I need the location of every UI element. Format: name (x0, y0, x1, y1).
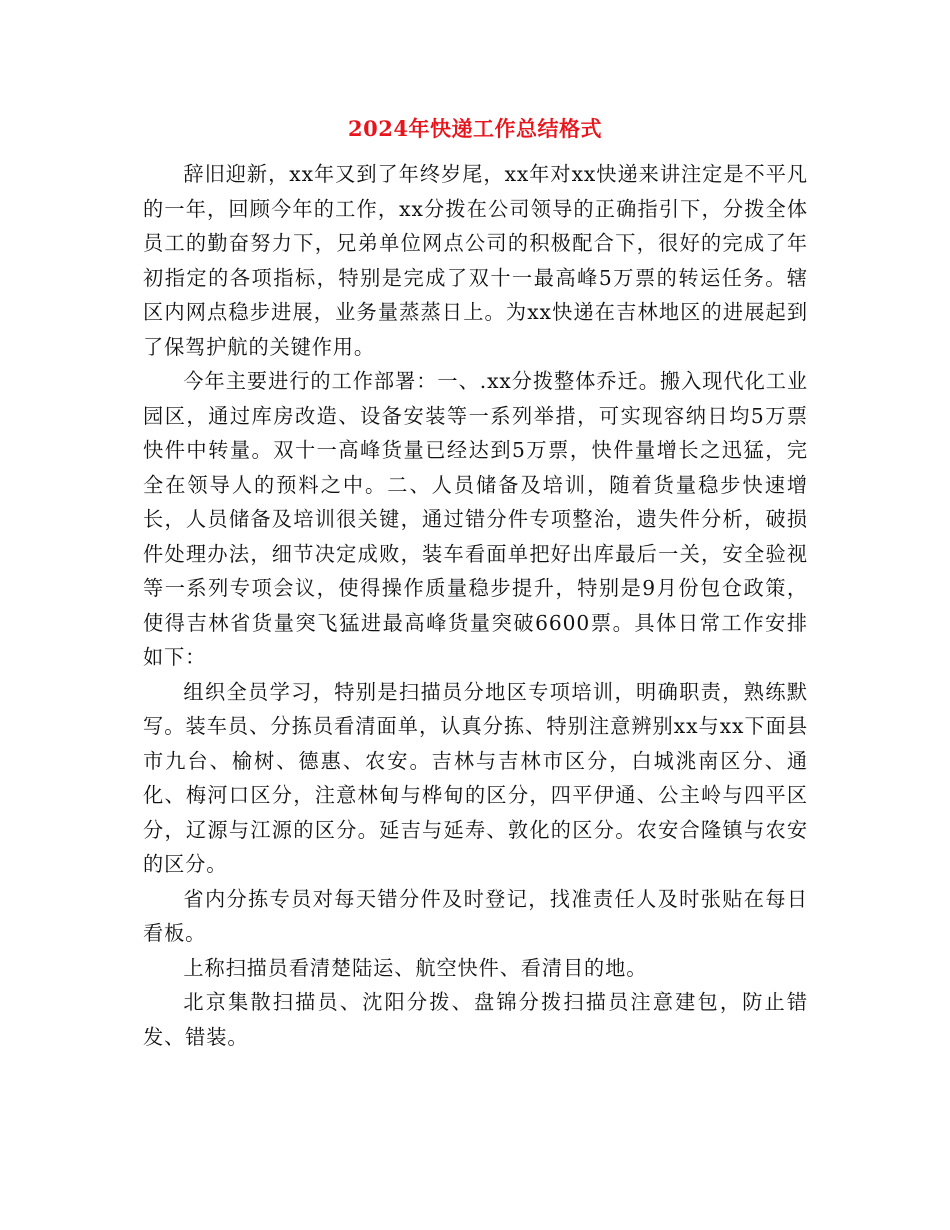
paragraph-5: 上称扫描员看清楚陆运、航空快件、看清目的地。 (183, 955, 648, 980)
document-body (143, 157, 808, 1054)
paragraph-3: 组织全员学习，特别是扫描员分地区专项培训，明确职责，熟练默写。装车员、分拣员看清面单，认真分拣、特别注意辨别xx与xx下面县市九台、榆树、德惠、农安。吉林与吉林市区分，白城洮南区分、通化、梅河口区分，注意林甸与桦甸的区分，四平伊通、公主岭与四平区分，辽源与江源的区分。延吉与延寿、敦化的区分。农安合隆镇与农安的区分。 (143, 679, 808, 876)
document-title: 2024年快递工作总结格式 (348, 116, 602, 141)
paragraph-2: 今年主要进行的工作部署：一、.xx分拨整体乔迁。搬入现代化工业园区，通过库房改造、设备安装等一系列举措，可实现容纳日均5万票快件中转量。双十一高峰货量已经达到5万票，快件量增长之迅猛，完全在领导人的预料之中。二、人员储备及培训，随着货量稳步快速增长，人员储备及培训很关键，通过错分件专项整治，遗失件分析，破损件处理办法，细节决定成败，装车看面单把好出库最后一关，安全验视等一系列专项会议，使得操作质量稳步提升，特别是9月份包仓政策，使得吉林省货量突飞猛进最高峰货量突破6600票。具体日常工作安排如下： (143, 369, 808, 669)
paragraph-6: 北京集散扫描员、沈阳分拨、盘锦分拨扫描员注意建包，防止错发、错装。 (143, 990, 808, 1049)
paragraph-4: 省内分拣专员对每天错分件及时登记，找准责任人及时张贴在每日看板。 (143, 886, 808, 945)
paragraph-1: 辞旧迎新，xx年又到了年终岁尾，xx年对xx快递来讲注定是不平凡的一年，回顾今年的工作，xx分拨在公司领导的正确指引下，分拨全体员工的勤奋努力下，兄弟单位网点公司的积极配合下，很好的完成了年初指定的各项指标，特别是完成了双十一最高峰5万票的转运任务。辖区内网点稳步进展，业务量蒸蒸日上。为xx快递在吉林地区的进展起到了保驾护航的关键作用。 (143, 162, 808, 359)
